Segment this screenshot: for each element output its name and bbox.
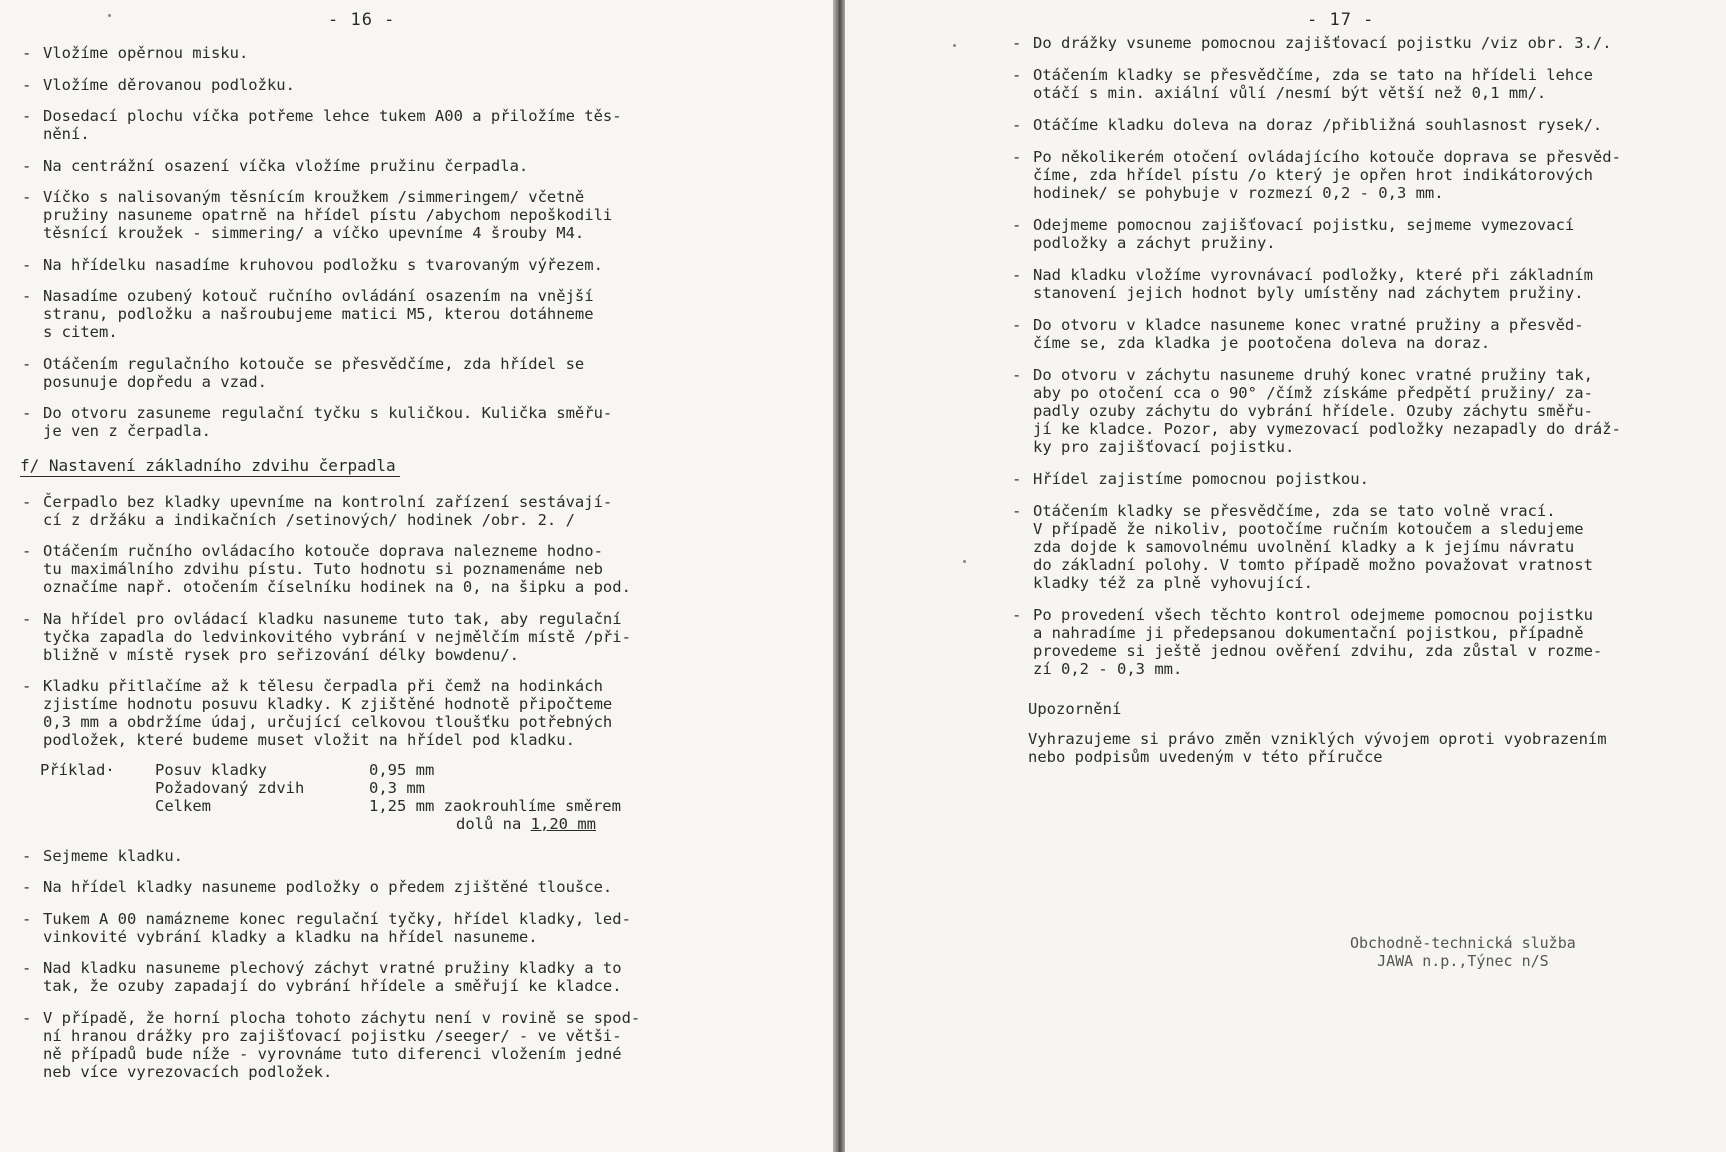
instruction-item: - Otáčením regulačního kotouče se přesvědčíme, zda hřídel se posunuje dopředu a vzad.: [20, 355, 740, 391]
instruction-item: - Vložíme opěrnou misku.: [20, 44, 740, 62]
instruction-item: - V případě, že horní plocha tohoto záchytu není v rovině se spod- ní hranou drážky pro zajišťovací pojistku /seeger/ - ve větši- ně případů bude níže - vyrovnáme tuto diferenci vložením jedné neb více vyrezovacích podložek.: [20, 1009, 740, 1081]
instruction-item: - Na hřídel pro ovládací kladku nasuneme tuto tak, aby regulační tyčka zapadla do ledvinkovitého vybrání v nejmělčím místě /při- bližně v místě rysek pro seřizování délky bowdenu/.: [20, 610, 740, 664]
section-title: f/ Nastavení základního zdvihu čerpadla: [20, 456, 400, 477]
instruction-item: - Po několikerém otočení ovládajícího kotouče doprava se přesvěd- číme, zda hřídel pístu /o který je opřen hrot indikátorových hodinek/ se pohybuje v rozmezí 0,2 - 0,3 mm.: [1010, 148, 1710, 202]
book-spine: [833, 0, 845, 1152]
instruction-list: [1010, 34, 1710, 678]
instruction-item: - Tukem A 00 namázneme konec regulační tyčky, hřídel kladky, led- vinkovité vybrání kladky a kladku na hřídel nasuneme.: [20, 910, 740, 946]
paper-speck: [963, 560, 966, 563]
instruction-item: - Do otvoru zasuneme regulační tyčku s kuličkou. Kulička směřu- je ven z čerpadla.: [20, 404, 740, 440]
instruction-item: - Otáčením ručního ovládacího kotouče doprava nalezneme hodno- tu maximálního zdvihu pístu. Tuto hodnotu si poznamenáme neb označíme např. otočením číselníku hodinek na 0, na šipku a pod.: [20, 542, 740, 596]
paper-speck: [953, 44, 956, 47]
example-row-labels: Posuv kladky Požadovaný zdvih Celkem: [155, 760, 305, 815]
instruction-list: [20, 493, 740, 750]
instruction-item: - Nasadíme ozubený kotouč ručního ovládání osazením na vnější stranu, podložku a našroubujeme matici M5, kterou dotáhneme s citem.: [20, 287, 740, 341]
instruction-item: - Dosedací plochu víčka potřeme lehce tukem A00 a přiložíme těs- nění.: [20, 107, 740, 143]
notice-title: Upozornění: [1028, 700, 1122, 718]
instruction-item: - Do otvoru v kladce nasuneme konec vratné pružiny a přesvěd- číme se, zda kladka je pootočena doleva na doraz.: [1010, 316, 1710, 352]
instruction-item: - Otáčením kladky se přesvědčíme, zda se tato volně vrací. V případě že nikoliv, pootočíme ručním kotoučem a sledujeme zda dojde k samovolnému uvolnění kladky a k jejímu návratu do základní polohy. V tomto případě možno považovat vratnost kladky též za plně vyhovující.: [1010, 502, 1710, 592]
instruction-list: [20, 44, 740, 440]
instruction-item: - Hřídel zajistíme pomocnou pojistkou.: [1010, 470, 1710, 488]
instruction-item: - Nad kladku vložíme vyrovnávací podložky, které při základním stanovení jejich hodnot byly umístěny nad záchytem pružiny.: [1010, 266, 1710, 302]
example-result: [456, 815, 740, 833]
left-page: [0, 0, 833, 1152]
calculation-example: [40, 761, 740, 815]
instruction-item: - Do otvoru v záchytu nasuneme druhý konec vratné pružiny tak, aby po otočení cca o 90° /čímž získáme předpětí pružiny/ za- padly ozuby záchytu do vybrání hřídele. Ozuby záchytu směřu- jí ke kladce. Pozor, aby vymezovací podložky nezapadly do dráž- ky pro zajišťovací pojistku.: [1010, 366, 1710, 456]
instruction-item: - Sejmeme kladku.: [20, 847, 740, 865]
instruction-item: - Kladku přitlačíme až k tělesu čerpadla při čemž na hodinkách zjistíme hodnotu posuvu kladky. K zjištěné hodnotě připočteme 0,3 mm a obdržíme údaj, určující celkovou tloušťku potřebných podložek, které budeme muset vložit na hřídel pod kladku.: [20, 677, 740, 749]
instruction-item: - Odejmeme pomocnou zajišťovací pojistku, sejmeme vymezovací podložky a záchyt pružiny.: [1010, 216, 1710, 252]
instruction-item: - Nad kladku nasuneme plechový záchyt vratné pružiny kladky a to tak, že ozuby zapadají do vybrání hřídele a směřují ke kladce.: [20, 959, 740, 995]
notice-text: Vyhrazujeme si právo změn vzniklých vývojem oproti vyobrazením nebo podpisům uvedeným v této příručce: [1028, 730, 1607, 766]
example-result-value: 1,20 mm: [530, 814, 596, 833]
instruction-item: - Po provedení všech těchto kontrol odejmeme pomocnou pojistku a nahradíme ji předepsanou dokumentační pojistkou, případně provedeme si ještě jednou ověření zdvihu, zda zůstal v rozme- zí 0,2 - 0,3 mm.: [1010, 606, 1710, 678]
example-row-values: 0,95 mm 0,3 mm 1,25 mm zaokrouhlíme směrem: [369, 760, 621, 815]
instruction-item: - Vložíme děrovanou podložku.: [20, 76, 740, 94]
paper-speck: [108, 14, 111, 17]
example-label: Příklad·: [40, 760, 115, 779]
instruction-item: - Do drážky vsuneme pomocnou zajišťovací pojistku /viz obr. 3./.: [1010, 34, 1710, 52]
instruction-list: [20, 847, 740, 1081]
instruction-item: - Otáčíme kladku doleva na doraz /přibližná souhlasnost rysek/.: [1010, 116, 1710, 134]
instruction-item: - Na hřídel kladky nasuneme podložky o předem zjištěné tloušce.: [20, 878, 740, 896]
instruction-item: - Otáčením kladky se přesvědčíme, zda se tato na hřídeli lehce otáčí s min. axiální vůlí /nesmí být větší než 0,1 mm/.: [1010, 66, 1710, 102]
instruction-item: - Na hřídelku nasadíme kruhovou podložku s tvarovaným výřezem.: [20, 256, 740, 274]
page-number: - 17 -: [1307, 10, 1375, 30]
right-text-column: [1010, 34, 1710, 766]
signature-block: Obchodně-technická služba JAWA n.p.,Týnec n/S: [1350, 934, 1576, 970]
example-result-prefix: dolů na: [456, 814, 531, 833]
left-text-column: [20, 44, 740, 1094]
page-number: - 16 -: [328, 10, 396, 30]
instruction-item: - Víčko s nalisovaným těsnícím kroužkem /simmeringem/ včetně pružiny nasuneme opatrně na hřídel pístu /abychom nepoškodili těsnící kroužek - simmering/ a víčko upevníme 4 šrouby M4.: [20, 188, 740, 242]
instruction-item: - Na centrážní osazení víčka vložíme pružinu čerpadla.: [20, 157, 740, 175]
instruction-item: - Čerpadlo bez kladky upevníme na kontrolní zařízení sestávají- cí z držáku a indikačních /setinových/ hodinek /obr. 2. /: [20, 493, 740, 529]
